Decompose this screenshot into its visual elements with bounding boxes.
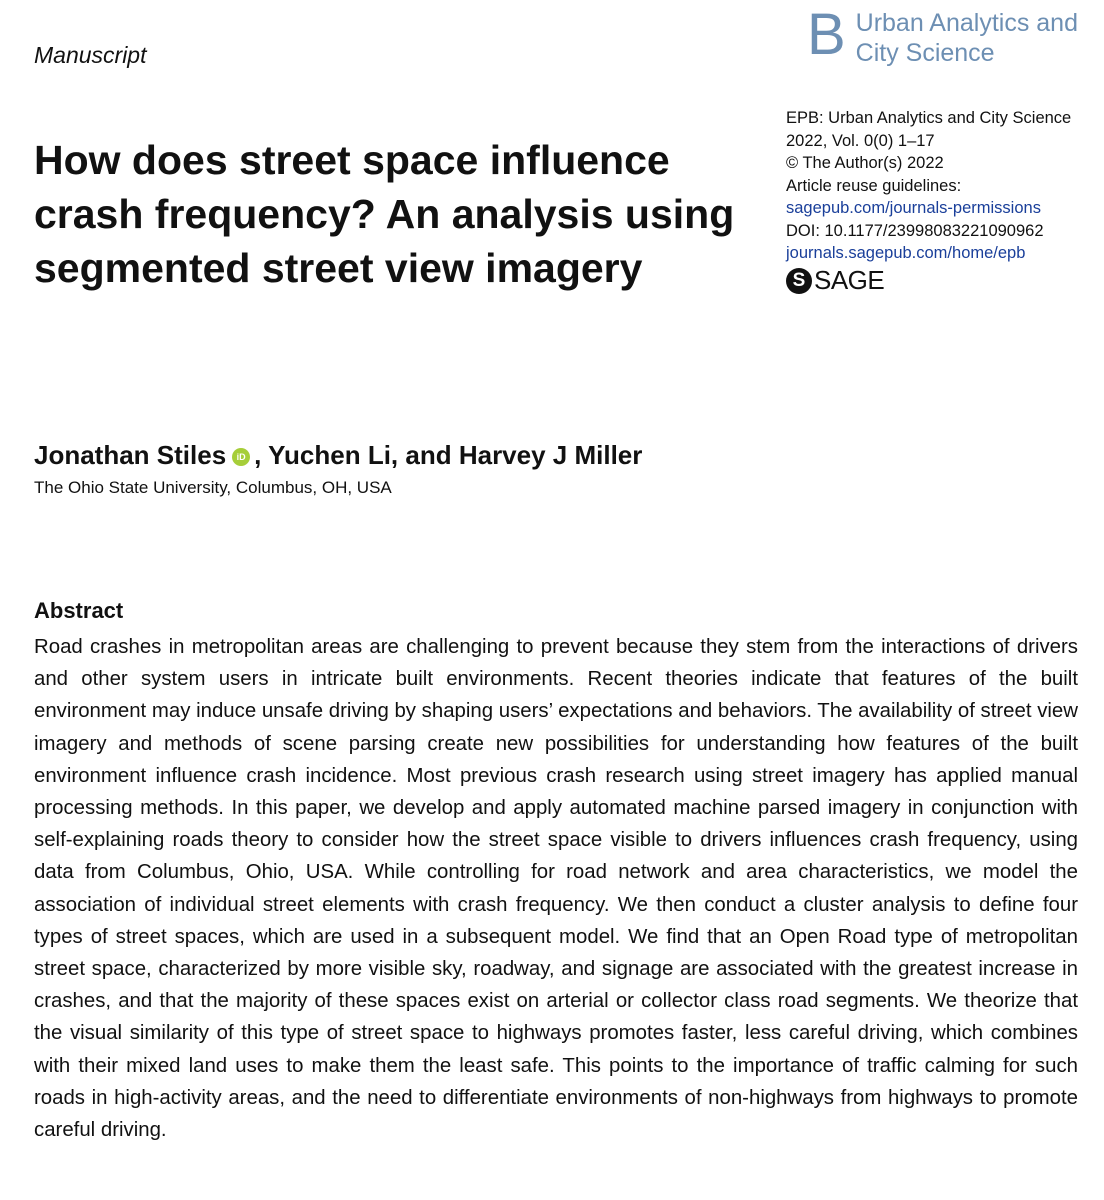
article-metadata	[786, 107, 1091, 265]
reuse-link[interactable]: sagepub.com/journals-permissions	[786, 199, 1041, 217]
abstract-heading: Abstract	[34, 598, 124, 623]
author-first: Jonathan Stiles	[34, 440, 227, 470]
journal-logo-line2: City Science	[855, 39, 995, 67]
volume-info: 2022, Vol. 0(0) 1–17	[786, 131, 935, 150]
paper-title: How does street space influence crash frequency? An analysis using segmented street view imagery	[34, 137, 735, 291]
manuscript-label: Manuscript	[34, 42, 147, 68]
journal-logo	[806, 2, 1078, 68]
abstract-text: Road crashes in metropolitan areas are challenging to prevent because they stem from the interactions of drivers and other system users in intricate built environments. Recent theories indicate that features of the built environment may induce unsafe driving by shaping users’ expectations and behaviors. The availability of street view imagery and methods of scene parsing create new possibilities for understanding how features of the built environment influence crash incidence. Most previous crash research using street imagery has applied manual processing methods. In this paper, we develop and apply automated machine parsed imagery in conjunction with self-explaining roads theory to consider how the street space visible to drivers influences crash frequency, using data from Columbus, Ohio, USA. While controlling for road network and area characteristics, we model the association of individual street elements with crash frequency. We then conduct a cluster analysis to define four types of street spaces, which are used in a subsequent model. We find that an Open Road type of metropolitan street space, characterized by more visible sky, roadway, and signage are associated with the greatest increase in crashes, and that the majority of these spaces exist on arterial or collector class road segments. We theorize that the visual similarity of this type of street space to highways promotes faster, less careful driving, which combines with their mixed land uses to make them the least safe. This points to the importance of traffic calming for such roads in high-activity areas, and the need to differentiate environments of non-highways from highways to promote careful driving.	[34, 636, 1078, 1142]
doi: DOI: 10.1177/23998083221090962	[786, 221, 1044, 240]
copyright: © The Author(s) 2022	[786, 154, 944, 172]
orcid-icon[interactable]: iD	[232, 448, 250, 466]
affiliation: The Ohio State University, Columbus, OH, USA	[34, 478, 392, 497]
sage-logo	[786, 265, 884, 296]
journal-logo-line1: Urban Analytics and	[855, 9, 1078, 37]
authors	[34, 440, 642, 471]
sage-logo-icon: S	[786, 268, 812, 294]
journal-link[interactable]: journals.sagepub.com/home/epb	[786, 244, 1026, 262]
reuse-label: Article reuse guidelines:	[786, 176, 962, 195]
sage-logo-word: SAGE	[814, 265, 885, 295]
journal-logo-letter: B	[806, 2, 846, 67]
author-rest: , Yuchen Li, and Harvey J Miller	[254, 440, 643, 470]
journal-name: EPB: Urban Analytics and City Science	[786, 109, 1072, 127]
journal-logo-name	[856, 8, 1078, 68]
